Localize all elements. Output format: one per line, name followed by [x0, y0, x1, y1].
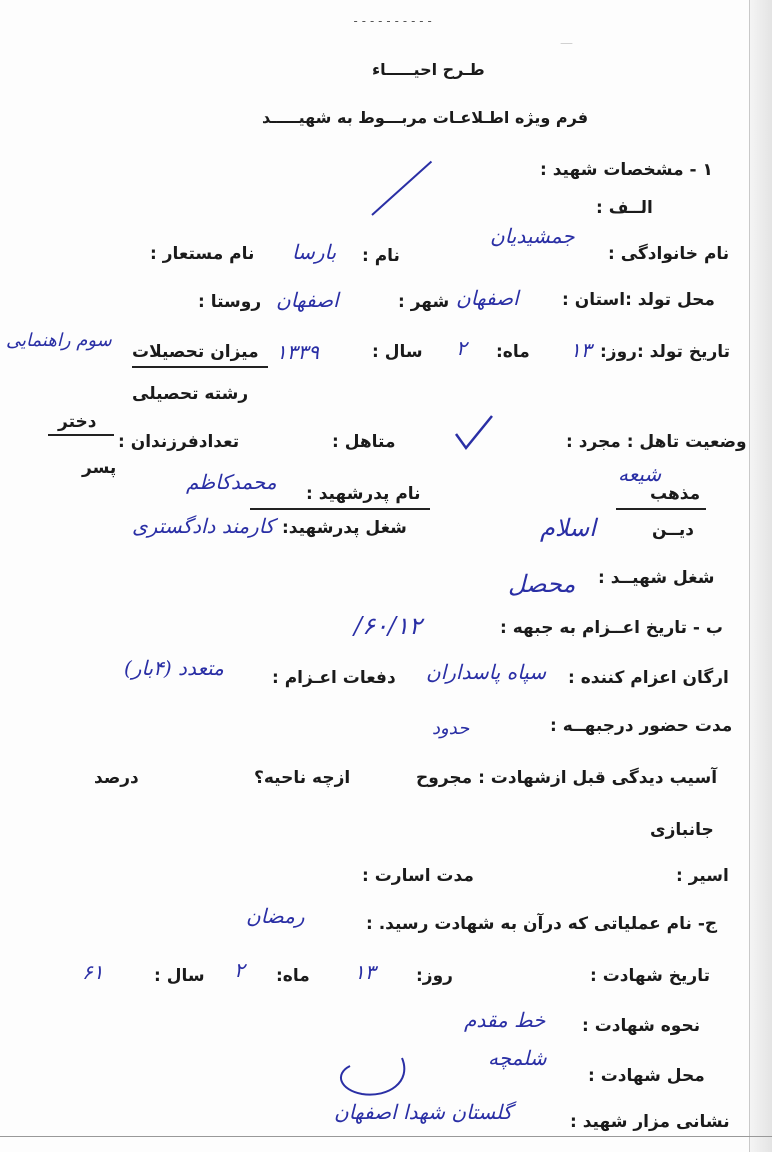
martyrdom-year-label: سال : — [154, 966, 205, 986]
birth-month-label: ماه: — [496, 342, 530, 362]
captivity-duration-label: مدت اسارت : — [362, 866, 474, 886]
martyrdom-place-label: محل شهادت : — [588, 1066, 705, 1086]
city-value: اصفهان — [276, 288, 339, 312]
first-name-label: نام : — [362, 246, 400, 266]
religion-label: مذهب — [650, 484, 701, 504]
martyrdom-manner-label: نحوه شهادت : — [582, 1016, 701, 1036]
religion-underline — [616, 508, 706, 510]
org-label: ارگان اعزام کننده : — [568, 668, 729, 688]
father-name-label: نام پدرشهید : — [306, 484, 421, 504]
front-duration-label: مدت حضور درجبهــه : — [550, 716, 733, 736]
education-value: سوم راهنمایی — [6, 330, 112, 351]
diagonal-pen-stroke — [371, 161, 432, 216]
marital-status-label: وضعیت تاهل : مجرد : — [566, 432, 747, 452]
top-dash-line: ---------- — [352, 14, 435, 28]
alias-label: نام مستعار : — [150, 244, 255, 264]
martyrdom-day-value: ۱۳ — [354, 960, 376, 984]
dispatch-times-label: دفعات اعـزام : — [272, 668, 396, 688]
handwritten-loop-mark — [328, 1052, 418, 1100]
married-label: متاهل : — [332, 432, 396, 452]
injury-label: آسیب دیدگی قبل ازشهادت : مجروح — [416, 768, 718, 788]
martyrdom-year-value: ۶۱ — [82, 960, 104, 984]
village-label: روستا : — [198, 292, 262, 312]
percent-label: درصد — [94, 768, 139, 788]
operation-value: رمضان — [246, 904, 305, 928]
martyrdom-month-label: ماه: — [276, 966, 310, 986]
dispatch-date-value: ۶۰/۱۲/ — [354, 612, 422, 640]
martyrdom-date-label: تاریخ شهادت : — [590, 966, 710, 986]
bottom-border-line — [0, 1136, 772, 1137]
children-underline — [48, 434, 114, 436]
father-name-underline — [250, 508, 430, 510]
project-title: طـرح احیـــــاء — [372, 60, 485, 79]
martyrdom-day-label: روز: — [416, 966, 453, 986]
front-duration-value: حدود — [432, 718, 470, 739]
page-edge-shadow — [749, 0, 772, 1152]
field-of-study-label: رشته تحصیلی — [132, 384, 249, 404]
dispatch-times-value: متعدد (۴بار) — [124, 656, 224, 680]
education-underline — [132, 366, 268, 368]
family-name-label: نام خانوادگی : — [608, 244, 730, 264]
grave-address-label: نشانی مزار شهید : — [570, 1112, 730, 1132]
education-label: میزان تحصیلات — [132, 342, 259, 362]
father-job-label: شغل پدرشهید: — [282, 518, 407, 538]
son-label: پسر — [82, 458, 117, 478]
birth-day-value: ۱۳ — [570, 338, 592, 362]
form-title: فرم ویژه اطـلاعـات مربـــوط به شهیـــــد — [262, 108, 589, 127]
province-value: اصفهان — [456, 286, 519, 310]
disability-label: جانبازی — [650, 820, 714, 840]
city-label: شهر : — [398, 292, 450, 312]
family-name-value: جمشیدیان — [490, 224, 575, 248]
faith-label: دیــن — [652, 520, 695, 540]
daughter-label: دختر — [58, 412, 97, 432]
grave-address-value: گلستان شهدا اصفهان — [334, 1100, 513, 1124]
birth-day-label: تاریخ تولد :روز: — [600, 342, 731, 362]
birth-year-label: سال : — [372, 342, 423, 362]
father-job-value: کارمند دادگستری — [132, 514, 275, 538]
injury-area-label: ازچه ناحیه؟ — [254, 768, 351, 788]
bleed-through-text: — — [560, 36, 573, 51]
birth-year-value: ۱۳۳۹ — [276, 340, 319, 364]
birthplace-label: محل تولد :استان : — [562, 290, 715, 310]
faith-value: اسلام — [540, 514, 596, 542]
first-name-value: بارسا — [292, 240, 337, 264]
single-checkmark-icon — [452, 412, 496, 452]
martyrdom-manner-value: خط مقدم — [464, 1008, 546, 1032]
section1-heading: ۱ - مشخصات شهید : — [540, 160, 713, 180]
occupation-value: محصل — [508, 570, 576, 598]
dispatch-date-label: ب - تاریخ اعــزام به جبهه : — [500, 618, 723, 638]
religion-value: شیعه — [618, 462, 662, 486]
martyrdom-month-value: ۲ — [234, 958, 245, 982]
martyrdom-place-value: شلمچه — [488, 1046, 547, 1070]
alef-label: الــف : — [596, 198, 653, 218]
captive-label: اسیر : — [676, 866, 729, 886]
operation-label: ج- نام عملیاتی که درآن به شهادت رسید. : — [366, 914, 718, 934]
org-value: سپاه پاسداران — [426, 660, 547, 684]
father-name-value: محمدکاظم — [186, 470, 277, 494]
children-count-label: تعدادفرزندان : — [118, 432, 240, 452]
birth-month-value: ۲ — [456, 336, 467, 360]
occupation-label: شغل شهیــد : — [598, 568, 715, 588]
